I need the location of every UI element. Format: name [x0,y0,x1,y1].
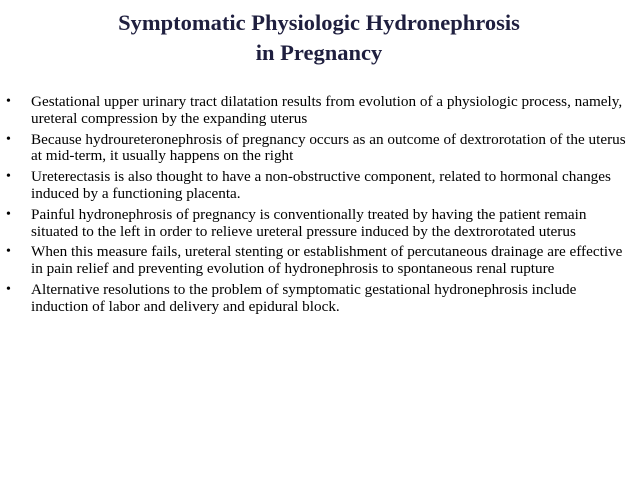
bullet-dot-icon: • [6,206,11,222]
bullet-dot-icon: • [6,244,11,260]
slide-title-line-1: Symptomatic Physiologic Hydronephrosis [118,10,520,35]
bullet-list [0,94,638,320]
bullet-item [0,282,638,316]
bullet-item [0,169,638,203]
bullet-text: Gestational upper urinary tract dilatation results from evolution of a physiologic process, namely, ureteral compression by the expanding uterus [31,93,623,127]
bullet-text: Because hydroureteronephrosis of pregnancy occurs as an outcome of dextrorotation of the uterus at mid-term, it usually happens on the right [31,130,626,165]
bullet-item [0,94,638,128]
bullet-item [0,132,638,166]
bullet-dot-icon: • [6,94,11,109]
slide-title [0,8,638,68]
bullet-dot-icon: • [6,131,11,147]
bullet-item [0,244,638,278]
bullet-text: When this measure fails, ureteral stenting or establishment of percutaneous drainage are effective in pain relief and preventing evolution of hydronephrosis to spontaneous renal rupture [31,243,623,278]
bullet-text: Painful hydronephrosis of pregnancy is conventionally treated by having the patient remain situated to the left in order to relieve ureteral pressure induced by the dextrorotated uterus [31,205,587,240]
bullet-dot-icon: • [6,281,11,297]
bullet-item [0,207,638,241]
bullet-dot-icon: • [6,169,11,185]
bullet-text: Ureterectasis is also thought to have a non-obstructive component, related to hormonal changes induced by a functioning placenta. [31,168,611,202]
slide-title-line-2: in Pregnancy [255,40,383,65]
bullet-text: Alternative resolutions to the problem of symptomatic gestational hydronephrosis include induction of labor and delivery and epidural block. [31,280,577,315]
